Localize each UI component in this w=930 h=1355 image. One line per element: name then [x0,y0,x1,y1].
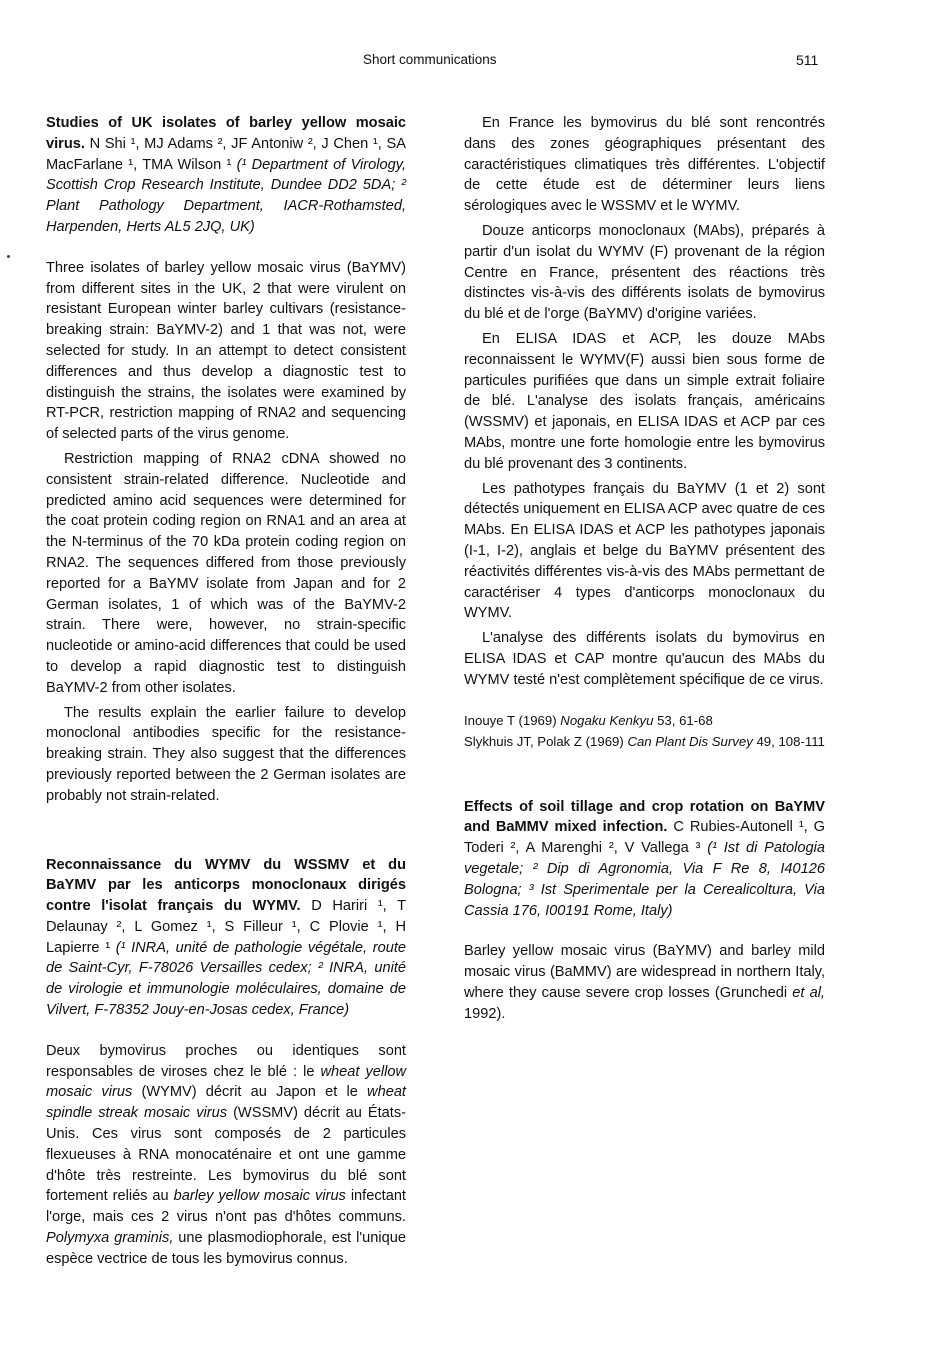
abstract-2-paragraph: L'analyse des différents isolats du bymovirus en ELISA IDAS et CAP montre qu'aucun des MAbs du WYMV testé n'est complètement spécifique de ce virus. [464,630,825,688]
abstract-3-title: Effects of soil tillage and crop rotation on BaYMV and BaMMV mixed infection. [464,798,825,836]
abstract-1-title: Studies of UK isolates of barley yellow mosaic virus. [46,115,406,152]
abstract-1-paragraph: Three isolates of barley yellow mosaic virus (BaYMV) from different sites in the UK, 2 that were virulent on resistant European winter barley cultivars (resistance-breaking strain: BaYMV-2) and 1 that was not, were selected for study. In an attempt to detect consistent differences and thus develop a diagnostic test to distinguish the strains, the isolates were examined by RT-PCR, restriction mapping of RNA2 and sequencing of selected parts of the virus genome. [46,259,406,443]
abstract-2-paragraph-1 [46,1041,406,1270]
abstract-2-paragraph: Les pathotypes français du BaYMV (1 et 2) sont détectés uniquement en ELISA ACP avec quatre de ces MAbs. En ELISA IDAS et ACP les pathotypes japonais (I-1, I-2), anglais et belge du BaYMV présentent des réactivités différentes vis-à-vis des MAbs permettant de caractériser 4 types d'anticorps monoclonaux du WYMV. [464,480,825,622]
italic-run: wheat yellow mosaic virus [46,1063,406,1101]
abstract-2-heading [46,855,406,1021]
abstract-1-paragraph: The results explain the earlier failure to develop monoclonal antibodies specific for the resistance-breaking strain. They also suggest that the differences previously reported between the 2 German isolates are probably not strain-related. [46,704,406,804]
abstract-2-paragraph: En ELISA IDAS et ACP, les douze MAbs reconnaissent le WYMV(F) aussi bien sous forme de particules purifiées que dans un simple extrait foliaire de blé. L'analyse des isolats français, américains (WSSMV) et japonais, en ELISA IDAS et ACP par ces MAbs, montre une forte homologie entre les bymovirus du blé provenant des 3 continents. [464,330,825,472]
abstract-3-heading [464,797,825,922]
spacer [464,753,825,797]
right-column [464,113,825,1028]
text-run: infectant l'orge, mais ces 2 virus n'ont pas d'hôtes communs. [46,1188,406,1226]
text-run: Deux bymovirus proches ou identiques sont responsables de viroses chez le blé : le [46,1042,406,1080]
page-number: 511 [796,52,819,68]
ref-volume: 49, 108-111 [752,733,825,749]
abstract-1-paragraph: Restriction mapping of RNA2 cDNA showed no consistent strain-related difference. Nucleotide and predicted amino acid sequences were determined for the coat protein coding region on RNA1 and an area at the N-terminus of the 70 kDa protein coding region on RNA2. The sequences differed from those previously reported for a BaYMV isolate from Japan and for 2 German isolates, 1 of which was of the BaYMV-2 strain. There were, however, no strain-specific nucleotide or amino-acid differences that could be used to develop a rapid diagnostic test to distinguish BaYMV-2 from other isolates. [46,450,406,696]
italic-run: et al, [792,984,825,1001]
reference-item [464,711,825,730]
abstract-2-authors: D Hariri ¹, T Delaunay ², L Gomez ¹, S Filleur ¹, C Plovie ¹, H Lapierre ¹ [46,898,406,956]
ref-volume: 53, 61-68 [653,712,713,728]
left-column [46,113,406,1274]
running-head [0,52,930,72]
abstract-2-paragraph: En France les bymovirus du blé sont rencontrés dans des zones géographiques présentant des caractéristiques climatiques très différentes. L'objectif de cette étude est de déterminer leurs liens sérologiques avec le WSSMV et le WYMV. [464,115,825,215]
running-title: Short communications [363,52,497,67]
spacer [46,1021,406,1041]
spacer [464,921,825,941]
text-run: une plasmodiophorale, est l'unique espèce vectrice de tous les bymovirus connus. [46,1230,406,1267]
ref-journal: Can Plant Dis Survey [627,733,753,749]
abstract-1-affiliation: (¹ Department of Virology, Scottish Crop Research Institute, Dundee DD2 5DA; ² Plant Pathology Department, IACR-Rothamsted, Harpenden, Herts AL5 2JQ, UK) [46,156,406,235]
italic-run: wheat spindle streak mosaic virus [46,1084,406,1122]
spacer [464,695,825,711]
abstract-3-paragraph-1 [464,941,825,1024]
text-run: Barley yellow mosaic virus (BaYMV) and barley mild mosaic virus (BaMMV) are widespread in northern Italy, where they cause severe crop losses (Grunchedi [464,943,825,1001]
margin-mark [7,255,10,258]
italic-run: Polymyxa graminis, [46,1230,174,1247]
abstract-3-affiliation: (¹ Ist di Patologia vegetale; ² Dip di Agronomia, Via F Re 8, I40126 Bologna; ³ Ist Sperimentale per la Cerealicoltura, Via Cassia 176, I00191 Rome, Italy) [464,840,825,919]
abstract-1-heading [46,113,406,238]
text-run: 1992). [464,1005,506,1022]
text-run: (WSSMV) décrit au États-Unis. Ces virus sont composés de 2 particules flexueuses à RNA monocaténaire et ont une gamme d'hôte très restreinte. Les bymovirus du blé sont fortement reliés au [46,1105,406,1205]
text-run: (WYMV) décrit au Japon et le [132,1084,368,1101]
ref-authors: Inouye T (1969) [464,712,561,728]
abstract-2-affiliation: (¹ INRA, unité de pathologie végétale, route de Saint-Cyr, F-78026 Versailles cedex; ² INRA, unité de virologie et immunologie moléculaires, domaine de Vilvert, F-78352 Jouy-en-Josas cedex, France) [46,939,406,1019]
reference-item [464,732,825,751]
spacer [46,811,406,855]
ref-authors: Slykhuis JT, Polak Z (1969) [464,733,628,749]
spacer [46,238,406,258]
abstract-2-paragraph: Douze anticorps monoclonaux (MAbs), préparés à partir d'un isolat du WYMV (F) provenant de la région Centre en France, présentent des réactions très distinctes vis-à-vis des différents isolats de bymovirus du blé et de l'orge (BaYMV) d'origine variées. [464,222,825,323]
abstract-2-title: Reconnaissance du WYMV du WSSMV et du BaYMV par les anticorps monoclonaux dirigés contre l'isolat français du WYMV. [46,856,406,915]
abstract-3-authors: C Rubies-Autonell ¹, G Toderi ², A Marenghi ², V Vallega ³ [464,819,826,857]
italic-run: barley yellow mosaic virus [173,1188,346,1205]
abstract-1-authors: N Shi ¹, MJ Adams ², JF Antoniw ², J Chen ¹, SA MacFarlane ¹, TMA Wilson ¹ [46,135,406,173]
references [464,711,825,751]
ref-journal: Nogaku Kenkyu [560,712,654,728]
